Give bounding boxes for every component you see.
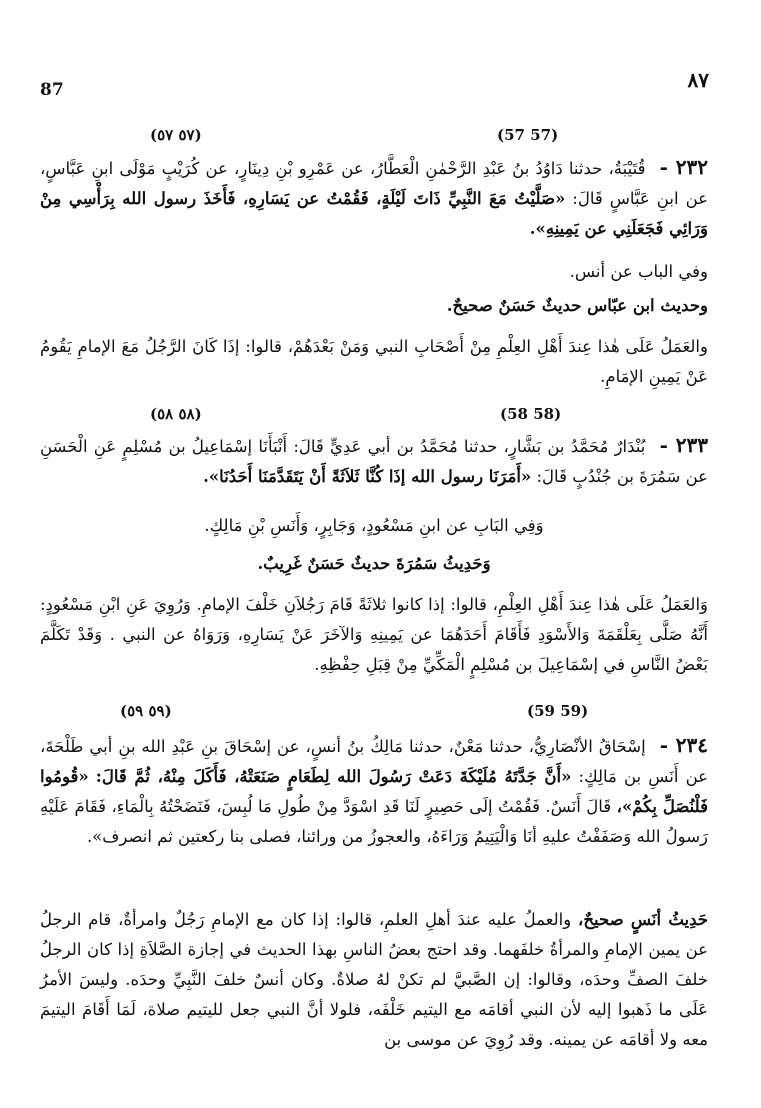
hadith-232-ref-arabic: (٥٧ ٥٧) xyxy=(150,126,202,144)
hadith-234-number: ٢٣٤ - xyxy=(659,733,709,757)
hadith-233-isnad: بُنْدَارٌ مُحَمَّدُ بن بَشَّارٍ، حدثنا مُحَمَّدُ بن أبي عَدِيٍّ قَالَ: أَنْبَأَنَا إسْمَاعِيلُ بن مُسْلِمٍ عَنِ الْحَسَنِ عن سَمُرَةَ بن جُنْدُبٍ قَالَ: xyxy=(40,437,708,486)
hadith-232-ref-latin: (57 57) xyxy=(497,126,559,144)
hadith-232-bab: وفي الباب عن أنس. xyxy=(569,262,708,281)
hadith-233-number: ٢٣٣ - xyxy=(659,433,709,457)
hadith-232-number: ٢٣٢ - xyxy=(659,155,708,179)
hadith-234-matn-1: «أَنَّ جَدَّتَهُ مُلَيْكَةَ دَعَتْ رَسُولَ الله لِطَعَامٍ صَنَعَتْهُ، فَأَكَلَ مِنْهُ، ثُمَّ قَالَ: xyxy=(95,767,572,786)
hadith-232-matn: «صَلَّيْتُ مَعَ النَّبِيِّ ذَاتَ لَيْلَةٍ، فَقُمْتُ عن يَسَارِهِ، فَأَخَذَ رسول الله بِرَأْسِي مِنْ وَرَائِي فَجَعَلَنِي عن يَمِينِهِ». xyxy=(40,189,708,238)
hadith-234-ref-arabic: (٥٩ ٥٩) xyxy=(120,702,172,720)
hadith-233-text xyxy=(40,430,708,492)
hadith-233-amal: وَالعَمَلُ عَلَى هٰذا عِندَ أَهْلِ العِلْمِ، قالوا: إذا كانوا ثلاثَةً قَامَ رَجُلاَنِ خَلْفَ الإمامِ. وَرُوِيَ عَنِ ابْنِ مَسْعُودٍ: أَنَّهُ صَلَّى بِعَلْقَمَةَ وَالأَسْوَدِ فَأَقَامَ أَحَدَهُمَا عن يَمِينِهِ وَالآخَرَ عَنْ يَسَارِهِ، وَرَوَاهُ عن النبي . وَقَدْ تَكَلَّمَ بَعْضُ النَّاسِ في إسْمَاعِيلَ بن مُسْلِمٍ الْمَكِّيِّ مِنْ قِبَلِ حِفْظِهِ. xyxy=(40,595,708,674)
hadith-234-ref-latin: (59 59) xyxy=(527,702,589,720)
hadith-233-grade: وَحَدِيثُ سَمُرَةَ حديثٌ حَسَنٌ غَرِيبٌ. xyxy=(257,554,491,573)
page-number-arabic: ٨٧ xyxy=(687,68,709,92)
hadith-234-grade: حَدِيثُ أنَسٍ صحيحٌ، xyxy=(578,910,708,929)
hadith-234-amal: والعملُ عليه عندَ أهلِ العلمِ، قالوا: إذا كان مع الإمامِ رَجُلٌ وامرأةٌ، قام الرجلُ عن يمين الإمامِ والمرأةُ خلفَهما. وقد احتج بعضُ الناسِ بهذا الحديث في إجازة الصَّلاَةِ إذا كان الرجلُ خلفَ الصفِّ وحدَه، وقالوا: إن الصَّبيَّ لم تكنْ لهُ صلاةٌ. وكان أنسٌ خلفَ النَّبِيِّ وحدَه. وليسَ الأمرُ عَلَى ما ذَهبوا إليه لأن النبي أقامَه مع اليتيم خَلْفَه، فلولا أنَّ النبي جعل لليتيم صلاة، لَمَا أَقَامَ اليتيمَ معه ولا أقامَه عن يمينه. وقد رُوِيَ عن موسى بن xyxy=(40,910,708,1049)
hadith-233-matn: «أَمَرَنَا رسول الله إذَا كُنَّا ثَلاَثَةً أَنْ يَتَقَدَّمَنَا أَحَدُنَا». xyxy=(203,467,532,486)
hadith-232-text xyxy=(40,152,708,244)
hadith-232-isnad: قُتَيْبَةُ، حدثنا دَاوُدُ بنُ عَبْدِ الرَّحْمٰنِ الْعَطَّارُ، عن عَمْرِو بْنِ دِينَارٍ، عن كُرَيْبٍ مَوْلَى ابنِ عَبَّاسٍ، عن ابنِ عَبَّاسٍ قَالَ: xyxy=(40,159,708,208)
hadith-233-ref-arabic: (٥٨ ٥٨) xyxy=(150,405,202,423)
hadith-234-matn-2: «قُومُوا فَلْنُصَلِّ بِكُمْ»، xyxy=(40,767,708,816)
hadith-232-amal: والعَمَلُ عَلَى هٰذا عِندَ أَهْلِ العِلْمِ مِنْ أَصْحَابِ النبي وَمَنْ بَعْدَهُمْ، قالوا: إذَا كَانَ الرَّجُلُ مَعَ الإمامِ يَقُومُ عَنْ يَمِينِ الإمَامِ. xyxy=(40,337,708,386)
page-number-latin: 87 xyxy=(40,80,64,100)
hadith-234-commentary xyxy=(40,905,708,1055)
hadith-233-ref-latin: (58 58) xyxy=(500,405,562,423)
hadith-234-matn-3: قَالَ أَنَسٌ. فَقُمْتُ إلَى حَصِيرٍ لَنَا قَدِ اسْوَدَّ مِنْ طُولِ مَا لُبِسَ، فَنَضَحْتُهُ بِالْمَاءِ، فَقَامَ عَلَيْهِ رَسولُ الله وَصَفَفْتُ عليهِ أنَا وَالْيَتِيمُ وَرَاءَهُ، والعجوزُ من ورائنا، فصلى بنا ركعتين ثم انصرف». xyxy=(40,797,708,846)
hadith-234-isnad: إسْحَاقُ الأنْصَارِيُّ، حدثنا مَعْنٌ، حدثنا مَالِكُ بنُ أنسٍ، عن إسْحَاقَ بنِ عَبْدِ الله بنِ أبي طَلْحَةَ، عن أَنَسِ بن مَالِكٍ: xyxy=(40,737,708,786)
hadith-234-text xyxy=(40,730,708,852)
hadith-232-grade: وحديث ابن عبّاس حديثٌ حَسَنٌ صحيحٌ. xyxy=(446,296,708,315)
hadith-233-bab: وَفِي البَابِ عن ابنِ مَسْعُودٍ، وَجَابِرٍ، وَأَنَسِ بْنِ مَالِكٍ. xyxy=(204,516,544,535)
